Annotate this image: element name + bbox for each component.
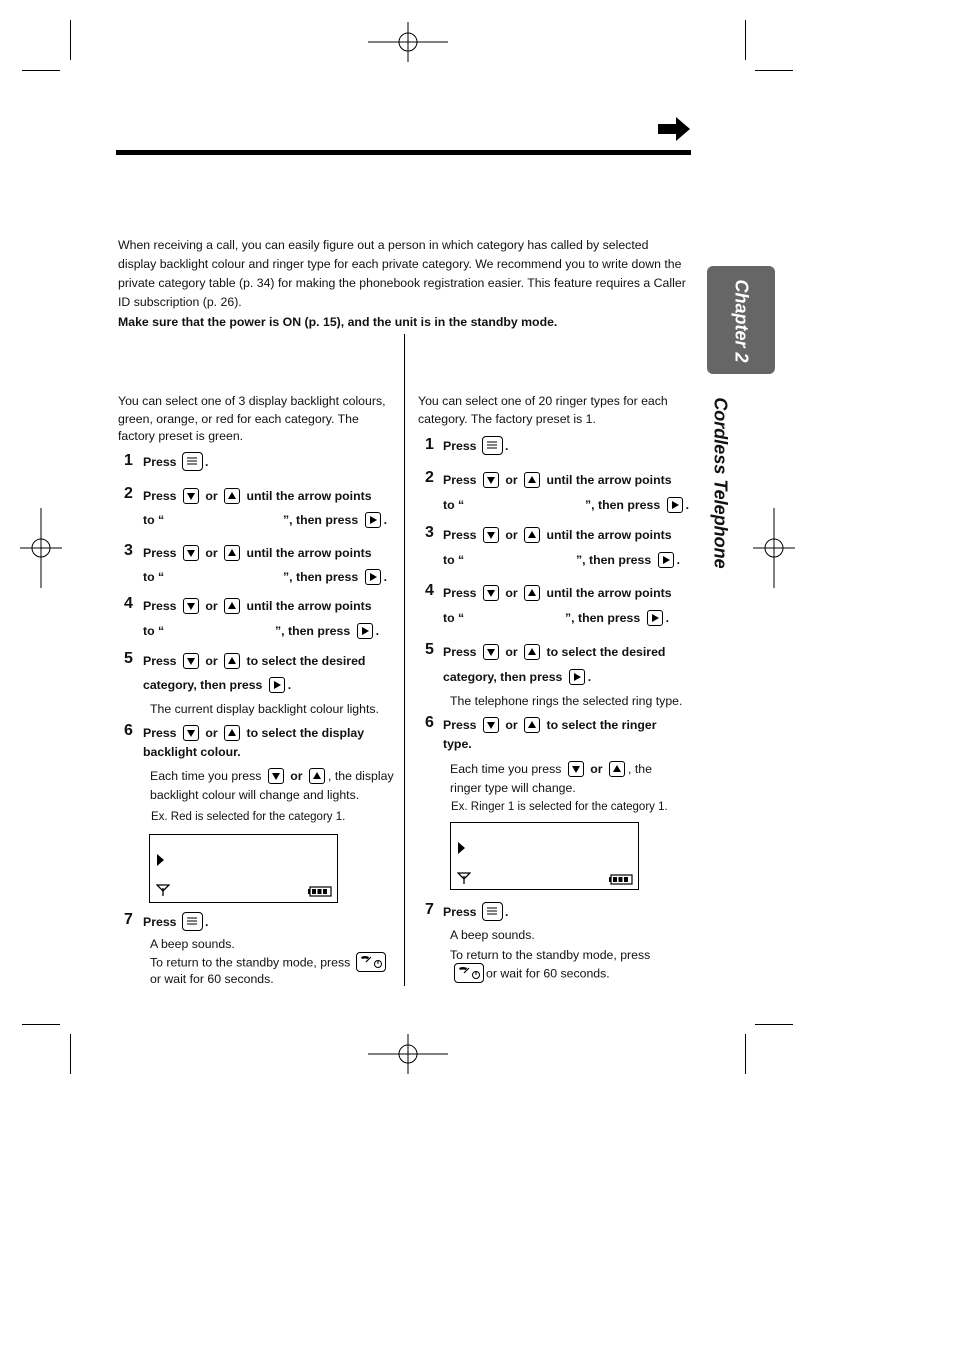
step-number: 7	[425, 901, 434, 918]
step-text: Press	[143, 599, 177, 613]
step-text: Press	[143, 489, 177, 503]
step-text: Press	[143, 546, 177, 560]
step-text: category, then press	[143, 678, 263, 692]
down-key-icon	[483, 585, 499, 601]
step-text: Press	[443, 586, 477, 600]
up-key-icon	[524, 717, 540, 733]
step-text: to “	[143, 570, 165, 584]
step-line: category, then press .	[143, 678, 292, 692]
step-text: to select the display	[246, 726, 365, 740]
step-text: or	[205, 726, 218, 740]
step-text: until the arrow points	[546, 586, 672, 600]
step-number: 1	[425, 436, 434, 453]
down-key-icon	[183, 725, 199, 741]
step-number: 7	[124, 911, 133, 928]
step-line	[143, 622, 164, 640]
example-caption: Ex. Ringer 1 is selected for the category 1.	[451, 801, 668, 813]
battery-icon	[609, 874, 633, 885]
step-text: , the	[627, 762, 652, 776]
crop-mark	[755, 70, 793, 71]
step-text: or	[205, 599, 218, 613]
example-caption: Ex. Red is selected for the category 1.	[151, 811, 346, 823]
menu-key-icon	[182, 452, 203, 471]
step-line: ”, then press .	[565, 611, 670, 625]
step-text: to select the desired	[246, 654, 366, 668]
step-number: 5	[425, 641, 434, 658]
step-text: or wait for 60 seconds.	[486, 966, 610, 981]
step-text: or	[205, 489, 218, 503]
step-text: Press	[443, 528, 477, 542]
up-key-icon	[524, 527, 540, 543]
step-line: Press .	[443, 903, 508, 922]
step-text: to “	[443, 498, 465, 512]
down-key-icon	[183, 488, 199, 504]
step-text: ”, then press	[585, 498, 661, 512]
step-text: Press	[443, 718, 477, 732]
lcd-display	[450, 822, 639, 890]
up-key-icon	[224, 725, 240, 741]
step-line	[443, 716, 657, 734]
step-text: Each time you press	[450, 762, 562, 776]
down-key-icon	[183, 653, 199, 669]
step-text: category, then press	[443, 670, 563, 684]
step-line	[143, 724, 364, 742]
column-divider	[404, 334, 405, 986]
step-line	[443, 609, 464, 627]
crop-mark	[22, 1024, 60, 1025]
step-text: until the arrow points	[546, 528, 672, 542]
step-note: or wait for 60 seconds.	[150, 972, 274, 986]
step-text: until the arrow points	[246, 599, 372, 613]
step-text: ”, then press	[275, 624, 351, 638]
step-text: to “	[443, 553, 465, 567]
step-line	[143, 487, 372, 505]
step-text: or	[205, 654, 218, 668]
step-line: backlight colour.	[143, 745, 241, 759]
down-key-icon	[483, 644, 499, 660]
registration-mark-icon	[368, 1034, 448, 1074]
up-key-icon	[224, 488, 240, 504]
right-key-icon	[365, 569, 381, 585]
right-key-icon	[365, 512, 381, 528]
intro-note: Make sure that the power is ON (p. 15), and the unit is in the standby mode.	[118, 315, 558, 329]
step-number: 2	[124, 485, 133, 502]
right-key-icon	[569, 669, 585, 685]
down-key-icon	[568, 761, 584, 777]
step-number: 3	[425, 524, 434, 541]
step-text: until the arrow points	[246, 546, 372, 560]
menu-key-icon	[482, 902, 503, 921]
step-line: ”, then press .	[576, 553, 681, 567]
up-key-icon	[524, 644, 540, 660]
step-line	[443, 551, 464, 569]
step-text: to “	[443, 611, 465, 625]
right-key-icon	[647, 610, 663, 626]
step-text: Press	[443, 473, 477, 487]
continue-arrow-icon	[658, 117, 690, 141]
step-line	[443, 584, 672, 602]
step-text: Press	[443, 439, 477, 453]
step-number: 4	[425, 582, 434, 599]
step-line: category, then press .	[443, 670, 592, 684]
intro-section	[118, 236, 688, 332]
lcd-display	[149, 834, 338, 903]
step-line	[143, 652, 365, 670]
antenna-icon	[457, 872, 471, 885]
step-note	[150, 767, 394, 786]
registration-mark-icon	[368, 22, 448, 62]
up-key-icon	[524, 472, 540, 488]
antenna-icon	[156, 884, 170, 897]
step-text: or	[590, 762, 603, 776]
step-text: Press	[143, 915, 177, 929]
step-number: 1	[124, 452, 133, 469]
step-note: backlight colour will change and lights.	[150, 788, 360, 802]
step-line: Press .	[143, 453, 208, 472]
crop-mark	[22, 70, 60, 71]
cursor-arrow-icon	[157, 854, 165, 866]
step-note: A beep sounds.	[150, 937, 235, 951]
step-text: or	[290, 769, 303, 783]
off-key-icon	[356, 952, 386, 972]
step-text: to select the ringer	[546, 718, 657, 732]
down-key-icon	[183, 545, 199, 561]
chapter-title: Cordless Telephone	[710, 397, 731, 569]
step-note	[450, 760, 652, 779]
up-key-icon	[224, 653, 240, 669]
step-line	[143, 597, 372, 615]
up-key-icon	[224, 598, 240, 614]
step-text: until the arrow points	[246, 489, 372, 503]
step-text: To return to the standby mode, press	[150, 955, 351, 970]
right-key-icon	[658, 552, 674, 568]
up-key-icon	[609, 761, 625, 777]
step-line	[143, 568, 164, 586]
crop-mark	[70, 20, 71, 60]
step-line: ”, then press .	[275, 624, 380, 638]
menu-key-icon	[482, 436, 503, 455]
crop-mark	[745, 20, 746, 60]
step-line: Press .	[143, 913, 208, 932]
step-line	[143, 511, 164, 529]
step-number: 6	[425, 714, 434, 731]
registration-mark-icon	[753, 508, 795, 588]
step-line: ”, then press .	[585, 498, 690, 512]
step-line: ”, then press .	[283, 570, 388, 584]
step-text: ”, then press	[565, 611, 641, 625]
step-text: or	[505, 586, 518, 600]
step-text: or	[505, 528, 518, 542]
step-number: 6	[124, 722, 133, 739]
step-line: type.	[443, 737, 472, 751]
step-line	[443, 471, 672, 489]
step-number: 3	[124, 542, 133, 559]
down-key-icon	[183, 598, 199, 614]
step-text: ”, then press	[576, 553, 652, 567]
crop-mark	[70, 1034, 71, 1074]
step-text: or	[505, 473, 518, 487]
intro-text: When receiving a call, you can easily figure out a person in which category has called by selected display backlight colour and ringer type for each private category. We recommend you to write down the private category table (p. 34) for making the phonebook registration easier. This feature requires a Caller ID subscription (p. 26).	[118, 238, 686, 309]
step-text: until the arrow points	[546, 473, 672, 487]
step-text: to “	[143, 624, 165, 638]
step-text: ”, then press	[283, 513, 359, 527]
step-line	[443, 526, 672, 544]
up-key-icon	[224, 545, 240, 561]
step-note: The telephone rings the selected ring type.	[450, 694, 683, 708]
down-key-icon	[268, 768, 284, 784]
down-key-icon	[483, 472, 499, 488]
step-note: ringer type will change.	[450, 781, 576, 795]
step-line	[443, 643, 665, 661]
up-key-icon	[524, 585, 540, 601]
step-line: ”, then press .	[283, 513, 388, 527]
step-text: Press	[443, 645, 477, 659]
chapter-label: Chapter 2	[731, 279, 752, 363]
right-key-icon	[667, 497, 683, 513]
crop-mark	[745, 1034, 746, 1074]
right-key-icon	[357, 623, 373, 639]
down-key-icon	[483, 717, 499, 733]
step-number: 2	[425, 469, 434, 486]
step-text: Press	[143, 726, 177, 740]
step-text: ”, then press	[283, 570, 359, 584]
up-key-icon	[309, 768, 325, 784]
step-text: or	[505, 718, 518, 732]
left-intro: You can select one of 3 display backlight colours, green, orange, or red for each category. The factory preset is green.	[118, 394, 386, 443]
right-key-icon	[269, 677, 285, 693]
step-line	[143, 544, 372, 562]
step-text: , the display	[327, 769, 394, 783]
cursor-arrow-icon	[458, 842, 466, 854]
down-key-icon	[483, 527, 499, 543]
right-intro: You can select one of 20 ringer types for each category. The factory preset is 1.	[418, 394, 668, 426]
step-line: Press .	[443, 437, 508, 456]
step-text: or	[505, 645, 518, 659]
step-text: Press	[143, 455, 177, 469]
step-note: The current display backlight colour lights.	[150, 702, 379, 716]
step-text: Each time you press	[150, 769, 262, 783]
step-text: or	[205, 546, 218, 560]
header-rule	[116, 150, 691, 155]
step-line	[443, 496, 464, 514]
step-text: Press	[443, 905, 477, 919]
step-number: 4	[124, 595, 133, 612]
step-text: to select the desired	[546, 645, 666, 659]
step-note: A beep sounds.	[450, 928, 535, 942]
menu-key-icon	[182, 912, 203, 931]
registration-mark-icon	[20, 508, 62, 588]
step-text: Press	[143, 654, 177, 668]
battery-icon	[308, 886, 332, 897]
off-key-icon	[454, 963, 484, 983]
step-note	[452, 964, 610, 984]
step-note: To return to the standby mode, press	[450, 948, 651, 962]
step-number: 5	[124, 650, 133, 667]
crop-mark	[755, 1024, 793, 1025]
step-text: to “	[143, 513, 165, 527]
